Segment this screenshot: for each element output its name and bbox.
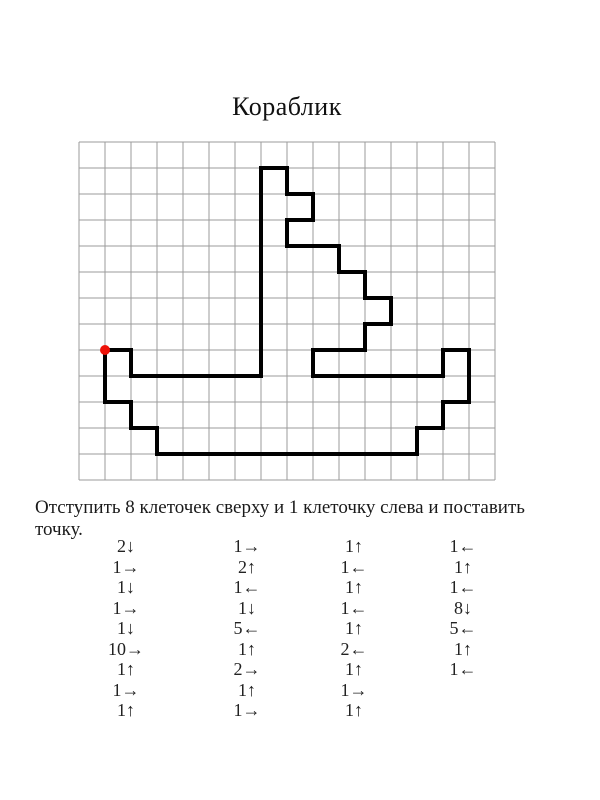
step-item: 1→	[112, 679, 140, 700]
step-item: 1→	[112, 597, 140, 618]
step-item: 5←	[233, 618, 261, 638]
step-item: 1↑	[345, 536, 363, 556]
step-item: 1←	[340, 556, 368, 577]
step-item: 1→	[233, 536, 261, 556]
step-item: 10→	[108, 638, 144, 659]
step-item: 1↓	[238, 597, 256, 618]
step-item: 1↑	[345, 618, 363, 638]
step-item: 1↑	[454, 638, 472, 659]
step-item: 2→	[233, 659, 261, 679]
steps-column-2	[202, 536, 292, 721]
step-item: 1↑	[117, 659, 135, 679]
steps-column-3	[309, 536, 399, 721]
step-item: 1→	[233, 700, 261, 720]
instruction-text: Отступить 8 клеточек сверху и 1 клеточку слева и поставить точку.	[35, 497, 525, 540]
step-item: 2↑	[238, 556, 256, 577]
dictation-grid	[74, 137, 500, 485]
start-dot	[100, 345, 110, 355]
step-item: 1←	[449, 659, 477, 679]
dictation-grid-svg	[74, 137, 500, 485]
steps-column-1	[81, 536, 171, 721]
step-item: 8↓	[454, 597, 472, 618]
step-item: 1←	[449, 536, 477, 556]
step-item: 2↓	[117, 536, 135, 556]
steps-column-4	[418, 536, 508, 680]
step-item: 2←	[340, 638, 368, 659]
step-item: 5←	[449, 618, 477, 638]
step-item: 1←	[449, 577, 477, 597]
step-item: 1↑	[345, 700, 363, 720]
step-item: 1←	[233, 577, 261, 597]
step-item: 1↑	[117, 700, 135, 720]
step-item: 1←	[340, 597, 368, 618]
step-item: 1↓	[117, 577, 135, 597]
step-item: 1→	[340, 679, 368, 700]
step-item: 1↓	[117, 618, 135, 638]
step-item: 1↑	[345, 659, 363, 679]
step-item: 1↑	[238, 679, 256, 700]
worksheet-title: Кораблик	[232, 92, 342, 121]
step-item: 1↑	[345, 577, 363, 597]
step-item: 1→	[112, 556, 140, 577]
step-item: 1↑	[238, 638, 256, 659]
step-item: 1↑	[454, 556, 472, 577]
